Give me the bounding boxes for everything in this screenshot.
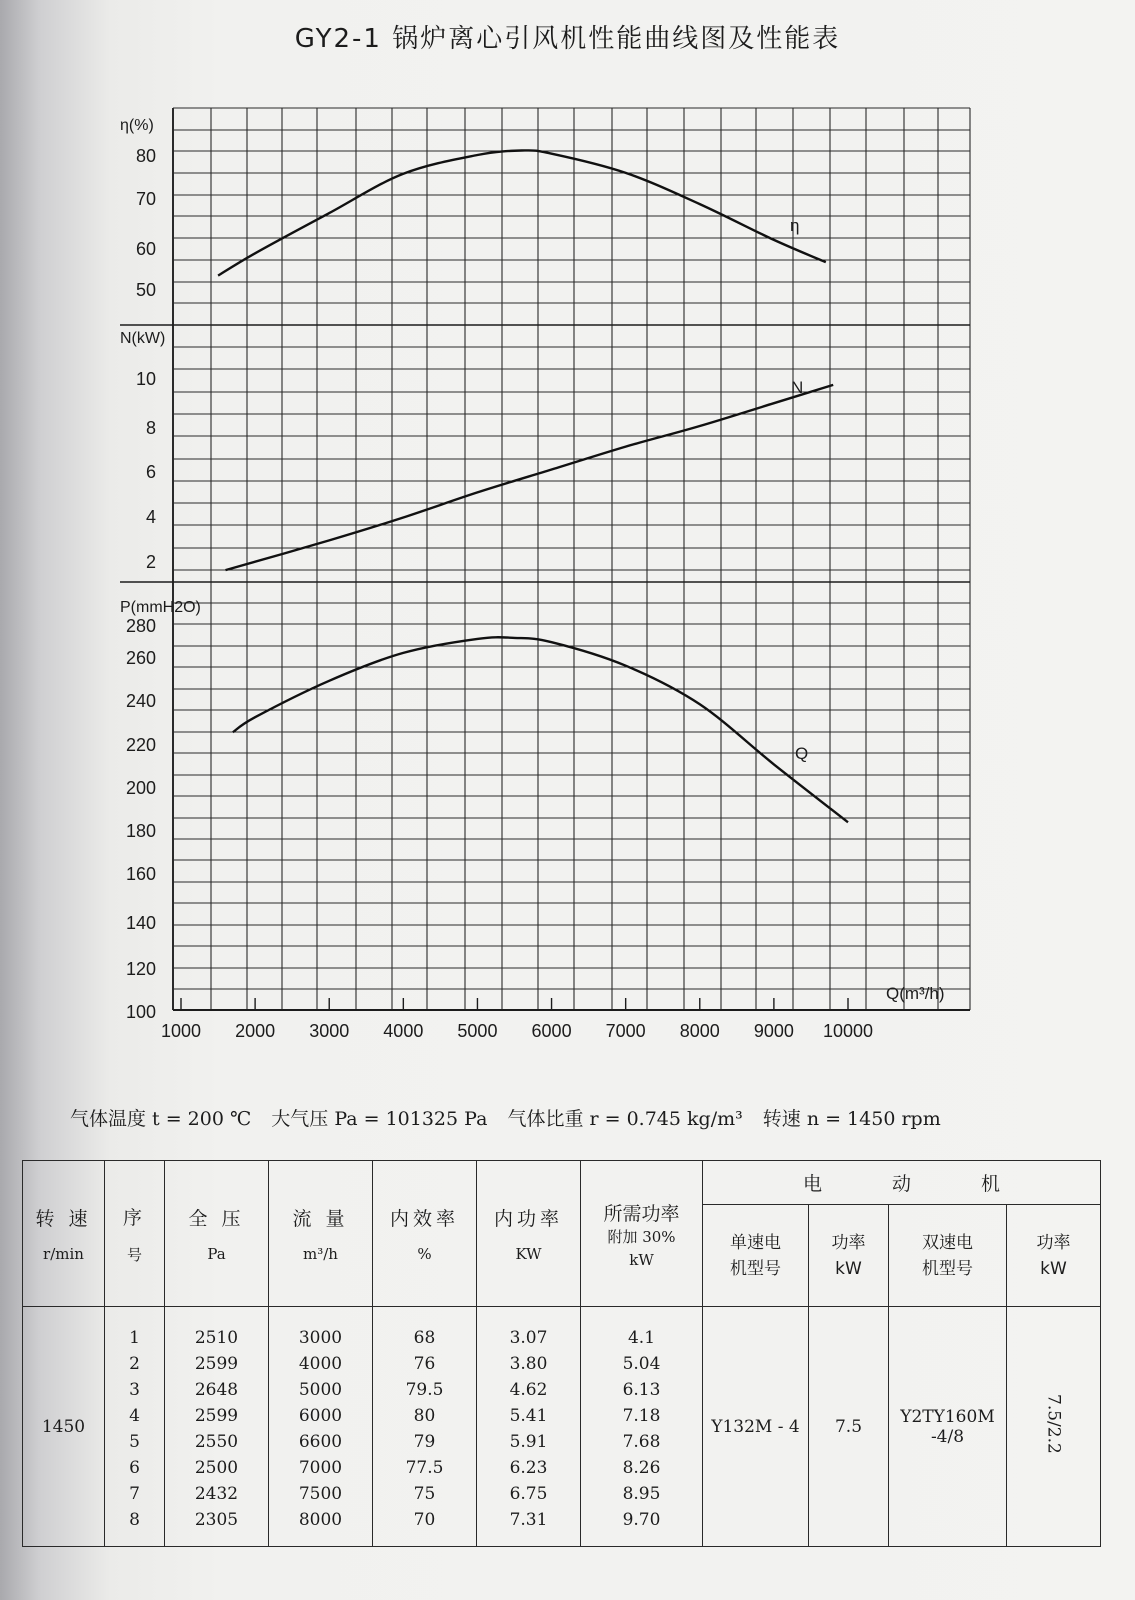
- table-cell: 4: [129, 1405, 140, 1426]
- table-cell: 6.75: [509, 1483, 548, 1504]
- table-cell: 7500: [298, 1483, 343, 1504]
- x-tick-label: 3000: [309, 1021, 350, 1041]
- series-label-Q: Q: [795, 744, 809, 763]
- table-cell: 2550: [194, 1431, 239, 1452]
- header-pressure: 全 压 Pa: [165, 1161, 269, 1307]
- table-cell: 4.62: [509, 1379, 548, 1400]
- table-cell: 6.13: [622, 1379, 661, 1400]
- y-tick-label: 220: [125, 735, 156, 755]
- table-cell: 76: [413, 1353, 436, 1374]
- y-tick-label: 120: [125, 959, 156, 979]
- table-cell: 5.91: [509, 1431, 548, 1452]
- table-cell: 3000: [298, 1327, 343, 1348]
- table-cell: 2: [129, 1353, 140, 1374]
- series-line-η: [218, 150, 826, 275]
- header-single-power: 功率 kW: [809, 1205, 889, 1307]
- table-cell: 7.68: [622, 1431, 661, 1452]
- table-cell: 2510: [194, 1327, 239, 1348]
- table-cell: 79: [413, 1431, 436, 1452]
- chart-series: [218, 150, 848, 822]
- header-efficiency: 内效率 %: [373, 1161, 477, 1307]
- table-cell: 3.80: [509, 1353, 548, 1374]
- table-cell: 8000: [298, 1509, 343, 1530]
- column-pressure: [165, 1307, 269, 1547]
- y-tick-label: 2: [145, 552, 156, 572]
- table-cell: 68: [413, 1327, 436, 1348]
- table-cell: 7.31: [509, 1509, 548, 1530]
- header-power: 内功率 KW: [477, 1161, 581, 1307]
- table-cell: 8: [129, 1509, 140, 1530]
- x-tick-label: 2000: [235, 1021, 276, 1041]
- table-cell: 79.5: [405, 1379, 444, 1400]
- table-cell: 7.18: [622, 1405, 661, 1426]
- y-tick-label: 180: [125, 821, 156, 841]
- table-cell: 70: [413, 1509, 436, 1530]
- header-speed: 转 速 r/min: [23, 1161, 105, 1307]
- table-cell: 3: [129, 1379, 140, 1400]
- table-cell: 5000: [298, 1379, 343, 1400]
- header-no: 序 号: [105, 1161, 165, 1307]
- table-cell: 2500: [194, 1457, 239, 1478]
- y-tick-label: 60: [135, 239, 156, 259]
- axis-label-pressure: P(mmH2O): [120, 599, 201, 616]
- cell-dual-power: 7.5/2.2: [1007, 1307, 1101, 1547]
- x-tick-label: 5000: [457, 1021, 498, 1041]
- cell-single-model: Y132M - 4: [703, 1307, 809, 1547]
- table-cell: 5.04: [622, 1353, 661, 1374]
- y-tick-label: 50: [135, 280, 156, 300]
- y-tick-label: 8: [145, 418, 156, 438]
- table-cell: 7000: [298, 1457, 343, 1478]
- table-cell: 8.95: [622, 1483, 661, 1504]
- table-cell: 6600: [298, 1431, 343, 1452]
- column-no: [105, 1307, 165, 1547]
- cell-single-power: 7.5: [809, 1307, 889, 1547]
- condition-pressure: 大气压 Pa = 101325 Pa: [271, 1108, 488, 1130]
- table-cell: 6.23: [509, 1457, 548, 1478]
- y-tick-label: 80: [135, 146, 156, 166]
- x-axis-label: Q(m³/h): [886, 984, 945, 1003]
- table-cell: 6: [129, 1457, 140, 1478]
- table-cell: 75: [413, 1483, 436, 1504]
- table-cell: 1: [129, 1327, 140, 1348]
- x-tick-label: 7000: [605, 1021, 646, 1041]
- header-motor: 电动机: [703, 1161, 1101, 1205]
- x-tick-label: 1000: [160, 1021, 202, 1041]
- column-power: [477, 1307, 581, 1547]
- header-dual-power: 功率 kW: [1007, 1205, 1101, 1307]
- y-tick-label: 100: [125, 1002, 156, 1022]
- series-label-N: N: [791, 378, 804, 397]
- y-tick-label: 200: [125, 778, 156, 798]
- operating-conditions: [70, 1104, 1130, 1131]
- table-cell: 2599: [194, 1353, 239, 1374]
- x-tick-label: 8000: [679, 1021, 720, 1041]
- x-tick-label: 6000: [531, 1021, 572, 1041]
- table-cell: 6000: [298, 1405, 343, 1426]
- y-tick-label: 260: [125, 648, 156, 668]
- chart-title: GY2-1 锅炉离心引风机性能曲线图及性能表: [294, 24, 841, 54]
- table-cell: 7: [129, 1483, 140, 1504]
- condition-density: 气体比重 r = 0.745 kg/m³: [507, 1108, 743, 1130]
- table-cell: 5.41: [509, 1405, 548, 1426]
- x-tick-label: 4000: [383, 1021, 424, 1041]
- x-tick-label: 10000: [822, 1021, 874, 1041]
- y-tick-label: 240: [125, 691, 156, 711]
- x-tick-label: 9000: [753, 1021, 794, 1041]
- performance-table: [22, 1160, 1101, 1547]
- table-cell: 4.1: [627, 1327, 656, 1348]
- header-dual-model: 双速电 机型号: [889, 1205, 1007, 1307]
- table-cell: 5: [129, 1431, 140, 1452]
- cell-dual-model: Y2TY160M -4/8: [889, 1307, 1007, 1547]
- condition-speed: 转速 n = 1450 rpm: [762, 1108, 941, 1130]
- table-cell: 2599: [194, 1405, 239, 1426]
- axis-label-efficiency: η(%): [120, 117, 154, 134]
- cell-speed: 1450: [23, 1307, 105, 1547]
- column-required-power: [581, 1307, 703, 1547]
- y-tick-label: 10: [135, 369, 156, 389]
- table-cell: 9.70: [622, 1509, 661, 1530]
- y-tick-label: 140: [125, 913, 156, 933]
- table-cell: 8.26: [622, 1457, 661, 1478]
- header-single-model: 单速电 机型号: [703, 1205, 809, 1307]
- table-cell: 2305: [194, 1509, 239, 1530]
- table-cell: 4000: [298, 1353, 343, 1374]
- chart-grid: [173, 108, 970, 1010]
- table-cell: 80: [413, 1405, 436, 1426]
- y-tick-label: 4: [145, 507, 156, 527]
- table-cell: 2648: [194, 1379, 239, 1400]
- table-cell: 3.07: [509, 1327, 548, 1348]
- header-required-power: 所需功率 附加 30% kW: [581, 1161, 703, 1307]
- axis-label-power: N(kW): [120, 330, 166, 347]
- table-cell: 77.5: [405, 1457, 444, 1478]
- series-label-η: η: [790, 216, 800, 235]
- header-flow: 流 量 m³/h: [269, 1161, 373, 1307]
- condition-temperature: 气体温度 t = 200 ℃: [70, 1108, 252, 1130]
- y-tick-label: 280: [125, 616, 156, 636]
- column-flow: [269, 1307, 373, 1547]
- column-efficiency: [373, 1307, 477, 1547]
- y-tick-label: 160: [125, 864, 156, 884]
- table-cell: 2432: [194, 1483, 239, 1504]
- y-tick-label: 6: [145, 462, 156, 482]
- y-tick-label: 70: [135, 189, 156, 209]
